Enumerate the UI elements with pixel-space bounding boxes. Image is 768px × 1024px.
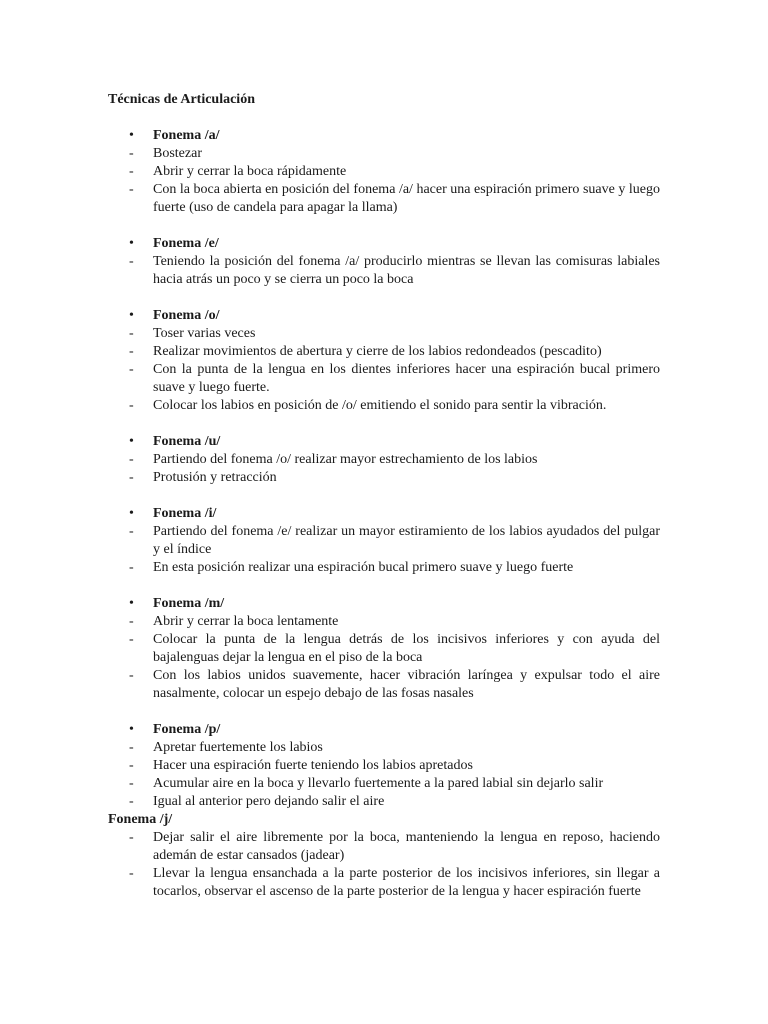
item-list bbox=[108, 253, 660, 289]
dash-marker: - bbox=[129, 470, 134, 485]
list-item bbox=[108, 613, 660, 631]
list-item bbox=[108, 775, 660, 793]
list-item bbox=[108, 739, 660, 757]
section bbox=[108, 307, 660, 415]
list-item-text: Apretar fuertemente los labios bbox=[153, 740, 323, 755]
section bbox=[108, 433, 660, 487]
section bbox=[108, 505, 660, 577]
dash-marker: - bbox=[129, 182, 134, 197]
section bbox=[108, 721, 660, 811]
list-item bbox=[108, 181, 660, 217]
dash-marker: - bbox=[129, 254, 134, 269]
list-item bbox=[108, 145, 660, 163]
list-item-text: Teniendo la posición del fonema /a/ producirlo mientras se llevan las comisuras labiales hacia atrás un poco y se cierra un poco la boca bbox=[153, 254, 660, 287]
sections-container bbox=[108, 109, 660, 901]
list-item-text: Abrir y cerrar la boca lentamente bbox=[153, 614, 339, 629]
section-heading bbox=[108, 127, 660, 145]
list-item bbox=[108, 667, 660, 703]
list-item-text: Colocar la punta de la lengua detrás de los incisivos inferiores y con ayuda del bajalenguas dejar la lengua en el piso de la boca bbox=[153, 632, 660, 665]
dash-marker: - bbox=[129, 560, 134, 575]
bullet-icon: • bbox=[129, 434, 134, 449]
section-heading bbox=[108, 721, 660, 739]
list-item-text: Hacer una espiración fuerte teniendo los labios apretados bbox=[153, 758, 473, 773]
list-item-text: Dejar salir el aire libremente por la boca, manteniendo la lengua en reposo, haciendo ademán de estar cansados (jadear) bbox=[153, 830, 660, 863]
item-list bbox=[108, 739, 660, 811]
list-item bbox=[108, 253, 660, 289]
dash-marker: - bbox=[129, 830, 134, 845]
dash-marker: - bbox=[129, 146, 134, 161]
list-item bbox=[108, 559, 660, 577]
dash-marker: - bbox=[129, 740, 134, 755]
list-item-text: Llevar la lengua ensanchada a la parte posterior de los incisivos inferiores, sin llegar a tocarlos, observar el ascenso de la parte posterior de la lengua y hacer espiración fuerte bbox=[153, 866, 660, 899]
dash-marker: - bbox=[129, 866, 134, 881]
section-heading-text: Fonema /o/ bbox=[153, 308, 220, 323]
list-item bbox=[108, 757, 660, 775]
section-heading bbox=[108, 811, 660, 829]
list-item-text: Protusión y retracción bbox=[153, 470, 277, 485]
list-item bbox=[108, 631, 660, 667]
dash-marker: - bbox=[129, 668, 134, 683]
list-item-text: Con los labios unidos suavemente, hacer vibración laríngea y expulsar todo el aire nasalmente, colocar un espejo debajo de las fosas nasales bbox=[153, 668, 660, 701]
bullet-icon: • bbox=[129, 308, 134, 323]
dash-marker: - bbox=[129, 164, 134, 179]
section-heading-text: Fonema /e/ bbox=[153, 236, 219, 251]
section-heading-text: Fonema /m/ bbox=[153, 596, 225, 611]
item-list bbox=[108, 523, 660, 577]
dash-marker: - bbox=[129, 362, 134, 377]
section-heading bbox=[108, 307, 660, 325]
list-item bbox=[108, 469, 660, 487]
dash-marker: - bbox=[129, 794, 134, 809]
dash-marker: - bbox=[129, 398, 134, 413]
section bbox=[108, 235, 660, 289]
dash-marker: - bbox=[129, 452, 134, 467]
list-item bbox=[108, 361, 660, 397]
list-item-text: Realizar movimientos de abertura y cierre de los labios redondeados (pescadito) bbox=[153, 344, 602, 359]
item-list bbox=[108, 613, 660, 703]
list-item-text: En esta posición realizar una espiración bucal primero suave y luego fuerte bbox=[153, 560, 574, 575]
list-item-text: Con la boca abierta en posición del fonema /a/ hacer una espiración primero suave y luego fuerte (uso de candela para apagar la llama) bbox=[153, 182, 660, 215]
list-item bbox=[108, 163, 660, 181]
item-list bbox=[108, 829, 660, 901]
item-list bbox=[108, 145, 660, 217]
section-heading-text: Fonema /a/ bbox=[153, 128, 220, 143]
dash-marker: - bbox=[129, 776, 134, 791]
list-item bbox=[108, 451, 660, 469]
list-item bbox=[108, 865, 660, 901]
dash-marker: - bbox=[129, 524, 134, 539]
section bbox=[108, 127, 660, 217]
list-item bbox=[108, 397, 660, 415]
list-item bbox=[108, 325, 660, 343]
list-item-text: Con la punta de la lengua en los dientes inferiores hacer una espiración bucal primero suave y luego fuerte. bbox=[153, 362, 660, 395]
list-item-text: Partiendo del fonema /o/ realizar mayor estrechamiento de los labios bbox=[153, 452, 538, 467]
bullet-icon: • bbox=[129, 722, 134, 737]
section-heading bbox=[108, 595, 660, 613]
list-item-text: Bostezar bbox=[153, 146, 202, 161]
section-heading-text: Fonema /j/ bbox=[108, 812, 173, 827]
section-heading bbox=[108, 505, 660, 523]
section-heading-text: Fonema /u/ bbox=[153, 434, 221, 449]
bullet-icon: • bbox=[129, 596, 134, 611]
section bbox=[108, 811, 660, 901]
dash-marker: - bbox=[129, 632, 134, 647]
list-item-text: Abrir y cerrar la boca rápidamente bbox=[153, 164, 347, 179]
section bbox=[108, 595, 660, 703]
dash-marker: - bbox=[129, 614, 134, 629]
section-heading bbox=[108, 235, 660, 253]
item-list bbox=[108, 451, 660, 487]
section-heading-text: Fonema /i/ bbox=[153, 506, 217, 521]
bullet-icon: • bbox=[129, 506, 134, 521]
dash-marker: - bbox=[129, 758, 134, 773]
document-title: Técnicas de Articulación bbox=[108, 92, 255, 107]
dash-marker: - bbox=[129, 326, 134, 341]
bullet-icon: • bbox=[129, 236, 134, 251]
section-heading-text: Fonema /p/ bbox=[153, 722, 221, 737]
item-list bbox=[108, 325, 660, 415]
section-heading bbox=[108, 433, 660, 451]
bullet-icon: • bbox=[129, 128, 134, 143]
list-item bbox=[108, 793, 660, 811]
list-item-text: Colocar los labios en posición de /o/ emitiendo el sonido para sentir la vibración. bbox=[153, 398, 607, 413]
list-item-text: Igual al anterior pero dejando salir el aire bbox=[153, 794, 385, 809]
list-item-text: Toser varias veces bbox=[153, 326, 256, 341]
list-item-text: Partiendo del fonema /e/ realizar un mayor estiramiento de los labios ayudados del pulgar y el índice bbox=[153, 524, 660, 557]
list-item bbox=[108, 523, 660, 559]
list-item bbox=[108, 829, 660, 865]
list-item bbox=[108, 343, 660, 361]
dash-marker: - bbox=[129, 344, 134, 359]
list-item-text: Acumular aire en la boca y llevarlo fuertemente a la pared labial sin dejarlo salir bbox=[153, 776, 604, 791]
